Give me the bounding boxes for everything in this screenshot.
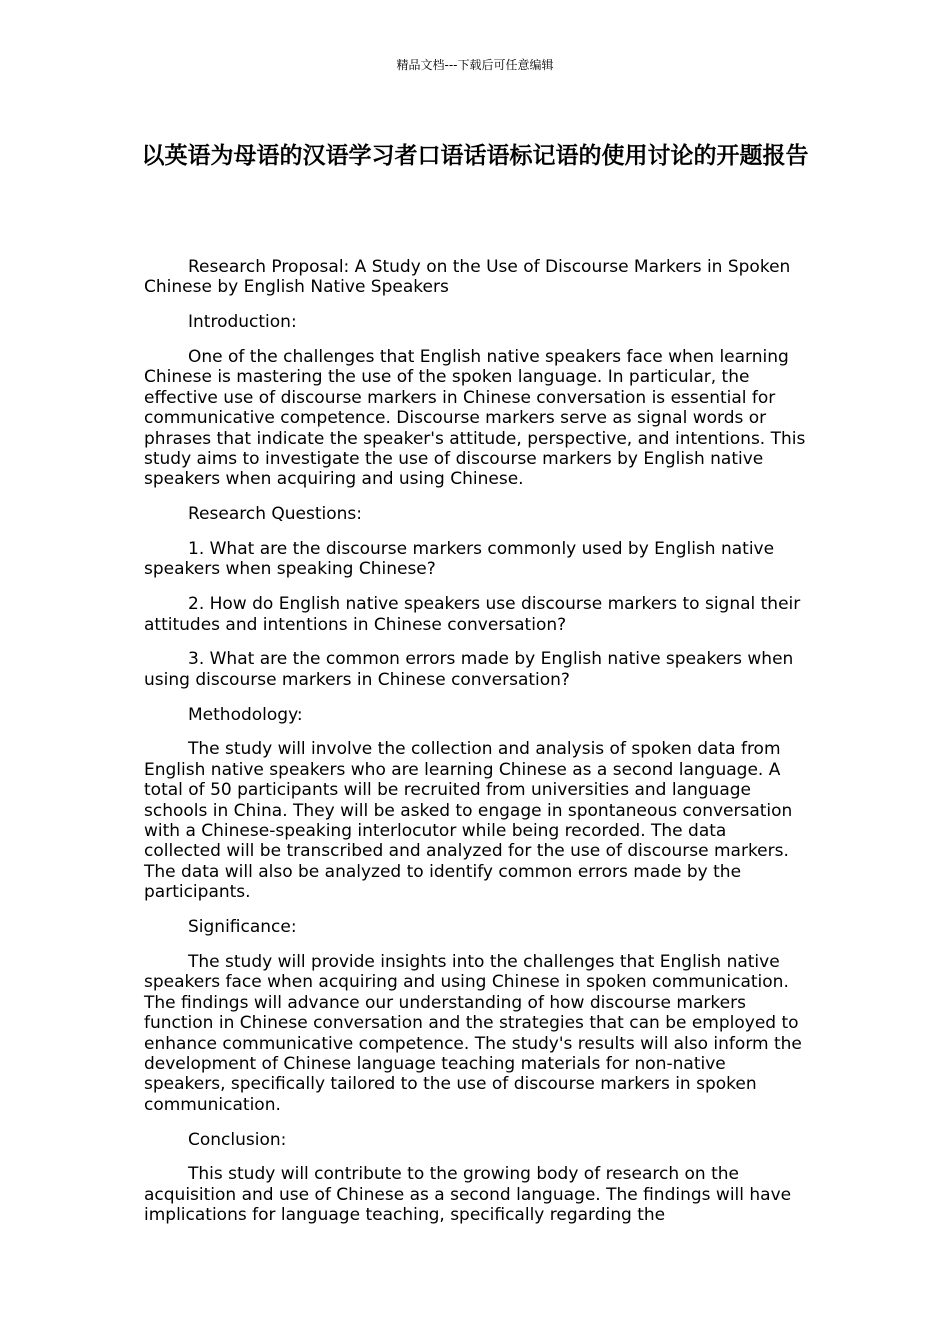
section-heading-methodology: Methodology: [188, 704, 303, 725]
methodology-paragraph: The study will involve the collection and analysis of spoken data from English native speakers who are learning Chinese as a second language. A total of 50 participants will be recruited from universities and language schools in China. They will be asked to engage in spontaneous conversation with a Chinese-speaking interlocutor while being recorded. The data collected will be transcribed and analyzed for the use of discourse markers. The data will also be analyzed to identify common errors made by the participants. [144, 739, 793, 903]
proposal-title-paragraph: Research Proposal: A Study on the Use of Discourse Markers in Spoken Chinese by English Native Speakers [144, 257, 791, 298]
document-title: 以英语为母语的汉语学习者口语话语标记语的使用讨论的开题报告 [141, 143, 809, 169]
page-header: 精品文档---下载后可任意编辑 [396, 58, 554, 72]
research-question-2: 2. How do English native speakers use discourse markers to signal their attitudes and intentions in Chinese conversation? [144, 594, 801, 635]
conclusion-paragraph: This study will contribute to the growing body of research on the acquisition and use of Chinese as a second language. The findings will have implications for language teaching, specifically regarding the [144, 1164, 792, 1226]
section-heading-research-questions: Research Questions: [188, 504, 363, 525]
section-heading-significance: Significance: [188, 917, 297, 938]
introduction-paragraph: One of the challenges that English native speakers face when learning Chinese is mastering the use of the spoken language. In particular, the effective use of discourse markers in Chinese conversation is essential for communicative competence. Discourse markers serve as signal words or phrases that indicate the speaker's attitude, perspective, and intentions. This study aims to investigate the use of discourse markers by English native speakers when acquiring and using Chinese. [144, 347, 806, 490]
research-question-3: 3. What are the common errors made by English native speakers when using discourse markers in Chinese conversation? [144, 649, 794, 690]
significance-paragraph: The study will provide insights into the challenges that English native speakers face when acquiring and using Chinese in spoken communication. The findings will advance our understanding of how discourse markers function in Chinese conversation and the strategies that can be employed to enhance communicative competence. The study's results will also inform the development of Chinese language teaching materials for non-native speakers, specifically tailored to the use of discourse markers in spoken communication. [144, 951, 802, 1115]
document-body [144, 257, 808, 1240]
section-heading-introduction: Introduction: [188, 312, 297, 333]
section-heading-conclusion: Conclusion: [188, 1129, 287, 1150]
research-question-1: 1. What are the discourse markers commonly used by English native speakers when speaking Chinese? [144, 539, 775, 580]
